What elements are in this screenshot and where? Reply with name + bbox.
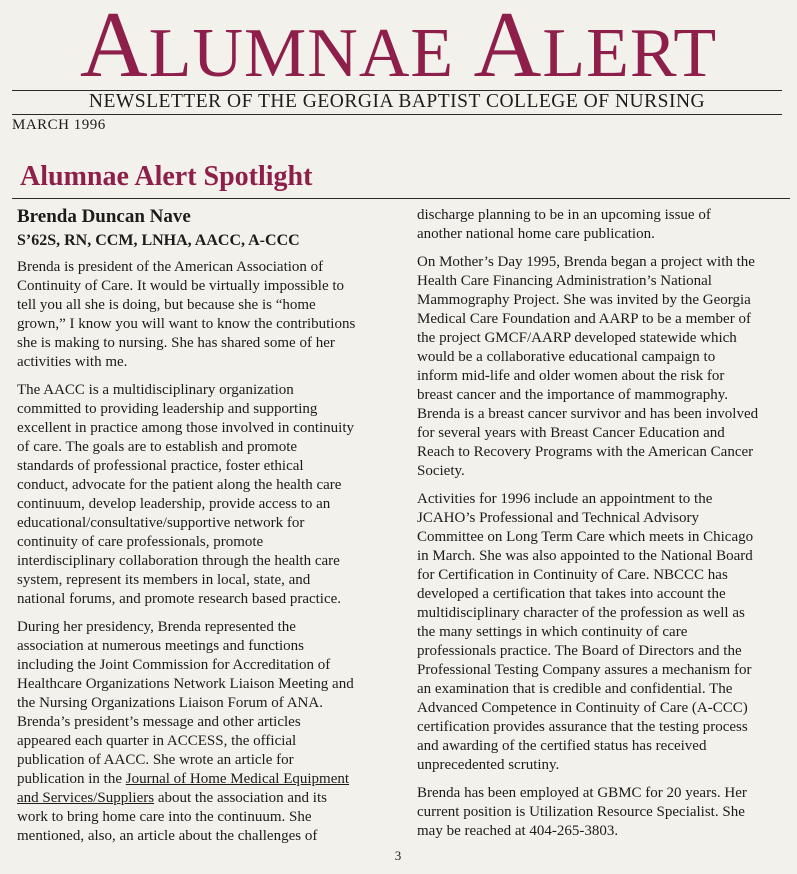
right-paragraph-4: Brenda has been employed at GBMC for 20 years. Her current position is Utilization Resource Specialist. She may be reached at 404-265-3803. [417, 785, 747, 839]
title-word2-initial: A [473, 0, 543, 97]
newsletter-title [0, 0, 797, 97]
section-title: Alumnae Alert Spotlight [20, 161, 313, 192]
left-paragraph-3 [17, 618, 389, 846]
left-paragraph-1: Brenda is president of the American Association of Continuity of Care. It would be virtually impossible to tell you all she is doing, but because she is “home grown,” I know you will want to know the contributions she is making to nursing. She has shared some of her activities with me. [17, 259, 356, 370]
masthead-bottom-rule [12, 114, 782, 115]
paragraph-3-intro: During her presidency, Brenda represented the association at numerous meetings and functions including the Joint Commission for Accreditation of Healthcare Organizations Network Liaison Meeting and the Nursing Organizations Liaison Forum of ANA. Brenda’s president’s message and other articles appeared each quarter in ACCESS, the official publication of AACC. She wrote an article for publication in the [17, 619, 354, 787]
right-paragraph-2: On Mother’s Day 1995, Brenda began a project with the Health Care Financing Administration’s National Mammography Project. She was invited by the Georgia Medical Care Foundation and AARP to be a member of the project GMCF/AARP developed statewide which would be a collaborative educational campaign to inform mid-life and older women about the risk for breast cancer and the importance of mammography. Brenda is a breast cancer survivor and has been involved for several years with Breast Cancer Education and Reach to Recovery Programs with the American Cancer Society. [417, 254, 759, 479]
right-column [417, 206, 795, 850]
title-word1-rest: LUMNAE [148, 15, 455, 92]
title-word2-rest: LERT [542, 15, 718, 92]
title-word1-initial: A [79, 0, 149, 97]
profile-name: Brenda Duncan Nave [17, 206, 191, 227]
right-paragraph-3: Activities for 1996 include an appointment to the JCAHO’s Professional and Technical Advisory Committee on Long Term Care which meets in Chicago in March. She was also appointed to the National Board for Certification in Continuity of Care. NBCCC has developed a certification that takes into account the multidisciplinary character of the profession as well as the many settings in which continuity of care professionals practice. The Board of Directors and the Professional Testing Company assures a mechanism for an examination that is credible and confidential. The Advanced Competence in Continuity of Care (A-CCC) certification provides assurance that the testing process and awarding of the certified status has received unprecedented scrutiny. [417, 491, 754, 773]
page-number: 3 [394, 848, 402, 863]
journal-title-line-2: and Services/Suppliers [17, 790, 155, 806]
left-paragraph-2: The AACC is a multidisciplinary organization committed to providing leadership and supporting excellent in practice among those involved in continuity of care. The goals are to establish and promote standards of professional practice, foster ethical conduct, advocate for the patient along the health care continuum, develop leadership, provide access to an educational/consultative/supportive network for continuity of care professionals, promote interdisciplinary collaboration through the health care system, represent its members in local, state, and national forums, and promote research based practice. [17, 382, 354, 607]
journal-title-line-1: Journal of Home Medical Equipment [125, 771, 350, 787]
section-title-rule [12, 198, 790, 199]
profile-credentials: S’62S, RN, CCM, LNHA, AACC, A-CCC [17, 232, 300, 249]
newsletter-subtitle: NEWSLETTER OF THE GEORGIA BAPTIST COLLEGE OF NURSING [88, 91, 706, 112]
paragraph-3-continuation: about the association and its work to bring home care into the continuum. She mentioned, also, an article about the challenges of [17, 790, 327, 844]
right-paragraph-1: discharge planning to be in an upcoming issue of another national home care publication. [417, 207, 711, 242]
issue-date: MARCH 1996 [12, 117, 106, 133]
left-column [17, 206, 389, 855]
